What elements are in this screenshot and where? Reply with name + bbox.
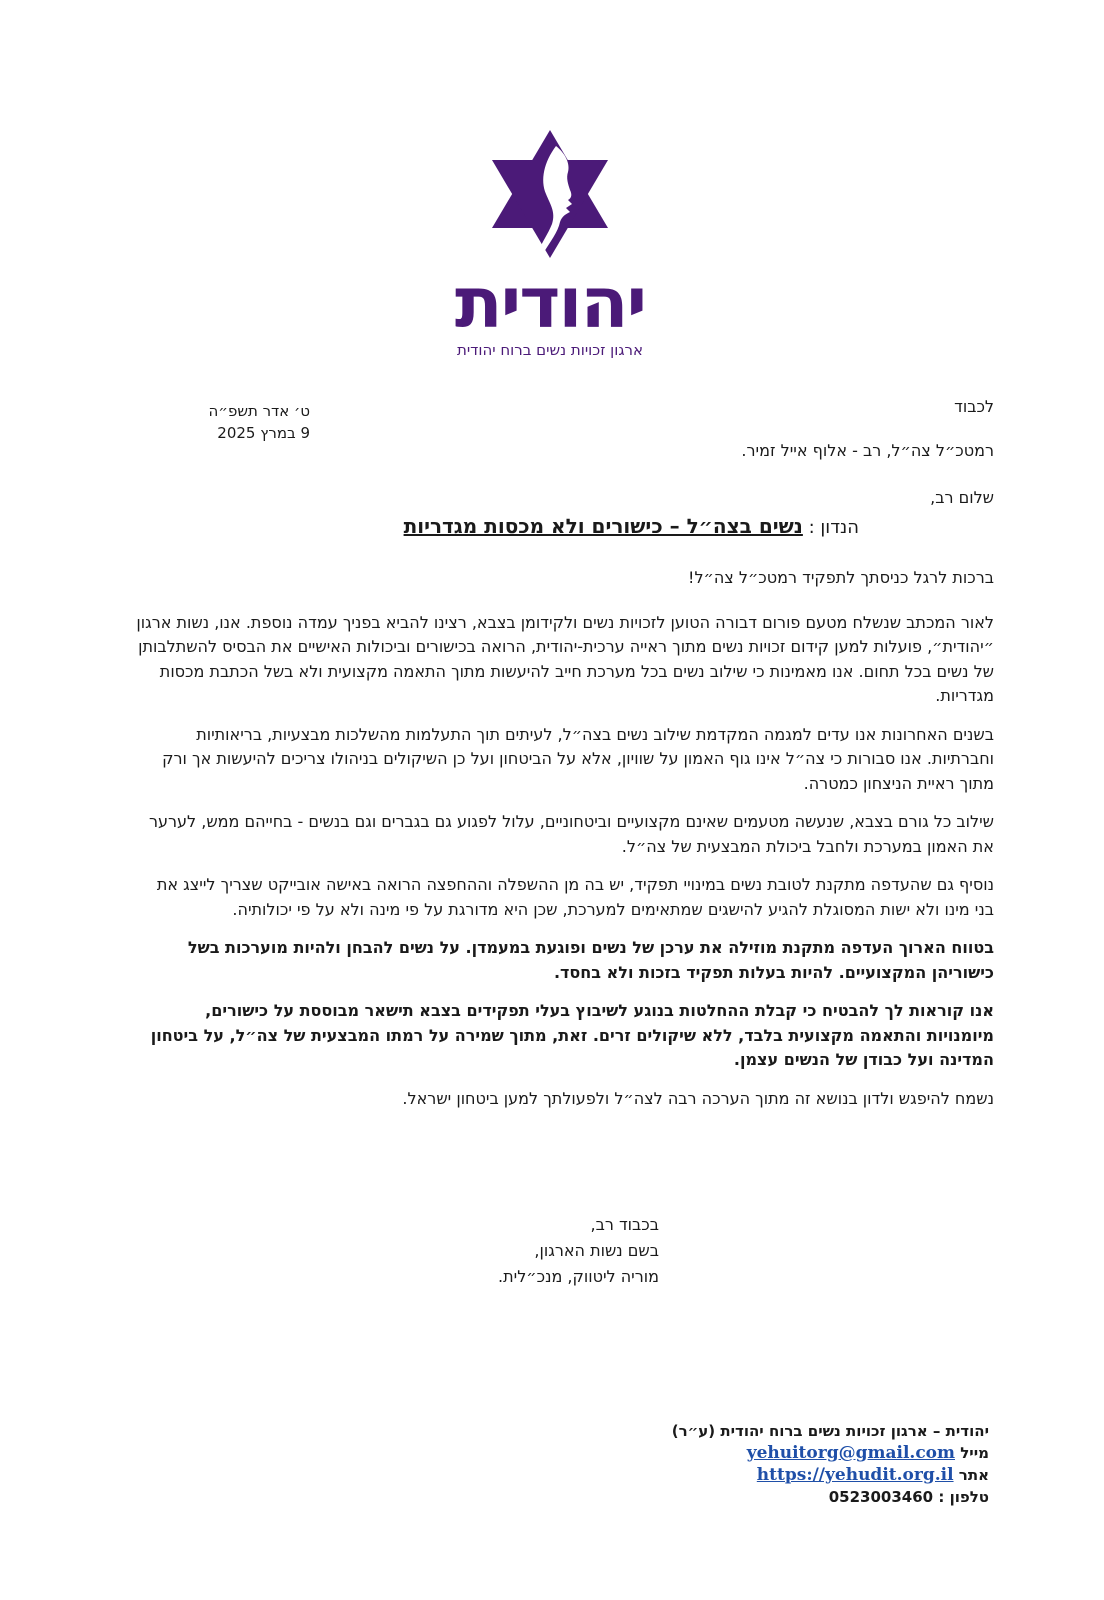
footer-mail-label: מייל xyxy=(960,1444,989,1462)
subject-line xyxy=(404,514,859,538)
signature-closing: בכבוד רב, xyxy=(590,1215,659,1234)
greeting: שלום רב, xyxy=(930,488,994,507)
subject-title: נשים בצה״ל – כישורים ולא מכסות מגדריות xyxy=(403,514,803,538)
recipient-name: רמטכ״ל צה״ל, רב - אלוף אייל זמיר. xyxy=(741,441,994,460)
body-paragraph-2: לאור המכתב שנשלח מטעם פורום דבורה הטוען לזכויות נשים ולקידומן בצבא, רצינו להביא בפניך עמדה נוספת. אנו, נשות ארגון ״יהודית״, פועלות למען קידום זכויות נשים מתוך ראייה ערכית-יהודית, הרואה בכישורים וביכולות האישיים את הבסיס להשתלבותן של נשים בכל תחום. אנו מאמינות כי שילוב נשים בכל מערכת חייב להיעשות מתוך התאמה מקצועית ולא בשל הכתבת מכסות מגדריות. xyxy=(136,612,994,705)
signature-block xyxy=(498,1212,659,1290)
email-link[interactable]: yehuitorg@gmail.com xyxy=(746,1443,955,1463)
recipient-salutation: לכבוד xyxy=(954,397,994,416)
star-of-david-woman-profile-icon xyxy=(486,128,614,260)
signature-on-behalf: בשם נשות הארגון, xyxy=(534,1241,659,1260)
footer-org: יהודית – ארגון זכויות נשים ברוח יהודית (ע״ר) xyxy=(671,1422,989,1440)
logo-wordmark: יהודית xyxy=(454,262,646,344)
letter-body xyxy=(134,566,994,1125)
recipient-block xyxy=(741,385,994,473)
logo-tagline: ארגון זכויות נשים ברוח יהודית xyxy=(456,341,644,359)
organization-logo xyxy=(420,128,680,368)
gregorian-date: 9 במרץ 2025 xyxy=(217,424,310,442)
footer-site-row xyxy=(672,1464,989,1486)
footer-site-label: אתר xyxy=(958,1466,989,1484)
footer-phone-row xyxy=(672,1486,989,1508)
body-paragraph-8: נשמח להיפגש ולדון בנושא זה מתוך הערכה רבה לצה״ל ולפעולתך למען ביטחון ישראל. xyxy=(402,1088,994,1108)
signature-signer: מוריה ליטווק, מנכ״לית. xyxy=(498,1267,659,1286)
footer-contact xyxy=(672,1420,989,1508)
body-paragraph-1: ברכות לרגל כניסתך לתפקיד רמטכ״ל צה״ל! xyxy=(688,568,994,587)
footer-phone-label: טלפון : xyxy=(938,1488,989,1506)
subject-label: הנדון : xyxy=(808,517,859,538)
body-paragraph-3: בשנים האחרונות אנו עדים למגמה המקדמת שילוב נשים בצה״ל, לעיתים תוך התעלמות מהשלכות מבצעיות, בריאותיות וחברתיות. אנו סבורות כי צה״ל אינו גוף האמון על שוויון, אלא על הביטחון ועל כן השיקולים בניהולו צריכים להיעשות אך ורק מתוך ראיית הניצחון כמטרה. xyxy=(162,724,994,793)
body-paragraph-4: שילוב כל גורם בצבא, שנעשה מטעמים שאינם מקצועיים וביטחוניים, עלול לפגוע גם בגברים וגם בנשים - בחייהם ממש, לערער את האמון במערכת ולחבל ביכולת המבצעית של צה״ל. xyxy=(148,812,994,856)
website-link[interactable]: https://yehudit.org.il xyxy=(756,1465,954,1485)
footer-phone: 0523003460 xyxy=(828,1488,934,1506)
hebrew-date: ט׳ אדר תשפ״ה xyxy=(208,402,310,420)
body-paragraph-6: בטווח הארוך העדפה מתקנת מוזילה את ערכן של נשים ופוגעת במעמדן. על נשים להבחן ולהיות מוערכות בשל כישוריהן המקצועיים. להיות בעלות תפקיד בזכות ולא בחסד. xyxy=(187,938,994,982)
body-paragraph-5: נוסיף גם שהעדפה מתקנת לטובת נשים במינויי תפקיד, יש בה מן ההשפלה וההחפצה הרואה באישה אובייקט שצריך לייצג את בני מינו ולא ישות המסוגלת להגיע להישגים שמתאימים למערכת, שכן היא מדורגת על פי מינה ולא על פי יכולותיה. xyxy=(156,875,994,919)
date-block xyxy=(170,400,310,444)
body-paragraph-7: אנו קוראות לך להבטיח כי קבלת ההחלטות בנוגע לשיבוץ בעלי תפקידים בצבא תישאר מבוססת על כישורים, מיומנויות והתאמה מקצועית בלבד, ללא שיקולים זרים. זאת, מתוך שמירה על רמתו המבצעית של צה״ל, על ביטחון המדינה ועל כבודן של הנשים עצמן. xyxy=(150,1001,994,1069)
footer-mail-row xyxy=(672,1442,989,1464)
